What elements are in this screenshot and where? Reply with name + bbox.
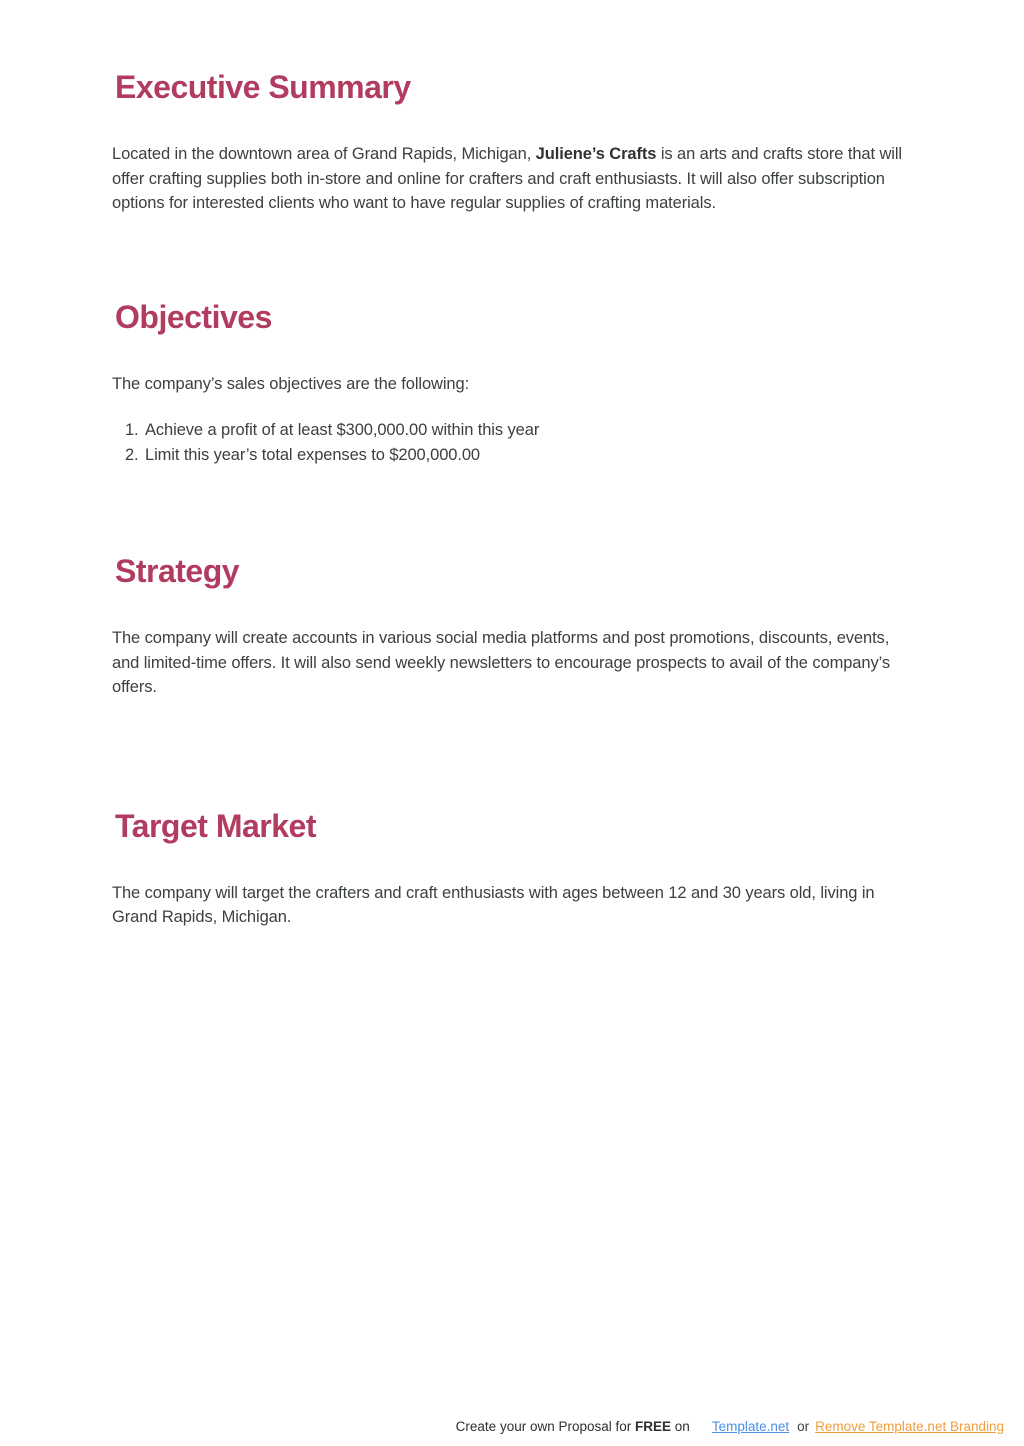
objective-item: 1. Achieve a profit of at least $300,000.00 within this year <box>143 418 912 443</box>
company-name: Juliene’s Crafts <box>535 145 657 163</box>
section-heading-target-market: Target Market <box>115 807 316 844</box>
footer-or-label: or <box>797 1419 810 1434</box>
footer-free-label: FREE <box>635 1419 672 1434</box>
section-heading-executive-summary: Executive Summary <box>115 69 411 105</box>
section-heading-strategy: Strategy <box>115 553 240 589</box>
target-market-paragraph: The company will target the crafters and craft enthusiasts with ages between 12 and 30 years old, living in Grand Rapids, Michigan. <box>112 883 875 926</box>
remove-branding-link[interactable]: Remove Template.net Branding <box>815 1419 1004 1434</box>
objective-item: 2. Limit this year’s total expenses to $200,000.00 <box>143 443 912 468</box>
section-heading-objectives: Objectives <box>115 298 272 335</box>
footer-text-on: on <box>671 1419 690 1434</box>
objectives-intro: The company’s sales objectives are the following: <box>112 374 470 393</box>
strategy-paragraph: The company will create accounts in various social media platforms and post promotions, discounts, events, and limited-time offers. It will also send weekly newsletters to encourage prospects to avail of the company’s offers. <box>112 629 891 696</box>
footer-branding <box>456 1418 1004 1436</box>
executive-summary-paragraph <box>112 142 912 216</box>
executive-summary-text-after: is an arts and crafts store that will offer crafting supplies both in-store and online for crafters and craft enthusiasts. It will also offer subscription options for interested clients who want to have regular supplies of crafting materials. <box>112 145 902 212</box>
footer-text-prefix: Create your own Proposal for <box>455 1419 636 1434</box>
template-net-link[interactable]: Template.net <box>711 1419 790 1434</box>
executive-summary-text-before: Located in the downtown area of Grand Rapids, Michigan, <box>112 145 536 163</box>
objectives-list <box>112 418 912 467</box>
